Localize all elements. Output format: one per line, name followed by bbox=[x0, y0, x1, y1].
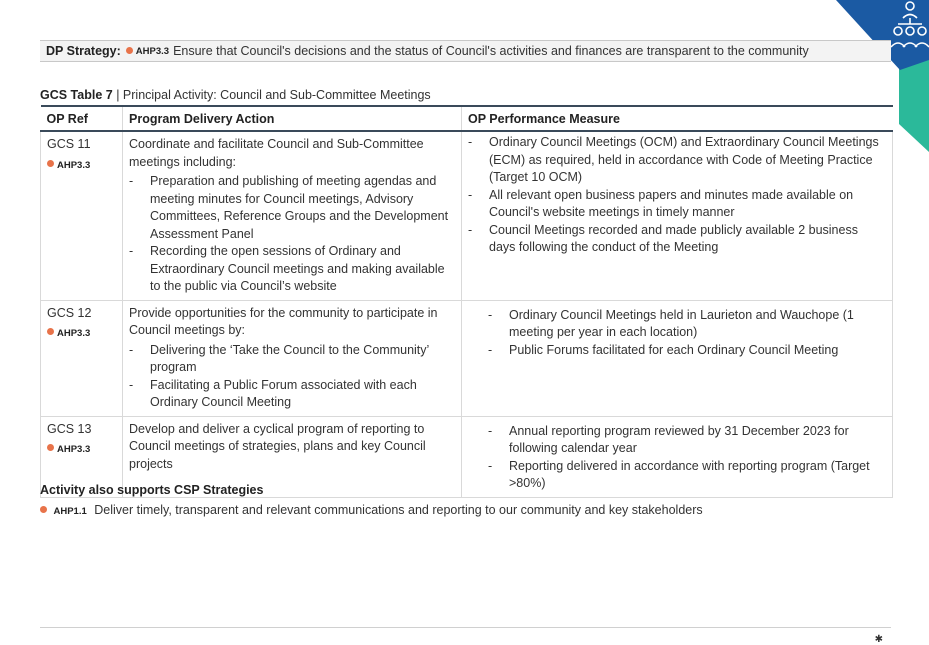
measure-list bbox=[468, 423, 886, 493]
supports-text: Deliver timely, transparent and relevant communications and reporting to our community and key stakeholders bbox=[94, 503, 703, 517]
ref-code-text: AHP3.3 bbox=[57, 444, 91, 455]
action-item: - Preparation and publishing of meeting agendas and meeting minutes for Council meetings, Advisory Committees, Reference Groups and the Development Assessment Panel bbox=[129, 173, 455, 243]
footer-logo-icon: ✱ bbox=[874, 634, 883, 645]
bullet-dot-icon bbox=[40, 506, 47, 513]
header-program-delivery-action: Program Delivery Action bbox=[123, 106, 462, 131]
table-row bbox=[41, 300, 893, 416]
dp-strategy-code: AHP3.3 bbox=[135, 45, 170, 57]
measure-list bbox=[468, 307, 886, 360]
measure-cell bbox=[462, 416, 893, 497]
bullet-dot-icon bbox=[47, 328, 54, 335]
action-item: - Facilitating a Public Forum associated with each Ordinary Council Meeting bbox=[129, 377, 455, 412]
measure-item: - Council Meetings recorded and made publicly available 2 business days following the conduct of the Meeting bbox=[468, 222, 886, 257]
bullet-dot-icon bbox=[47, 160, 54, 167]
table-caption-title: GCS Table 7 bbox=[40, 88, 113, 102]
teal-band bbox=[899, 40, 929, 152]
measure-item: - Public Forums facilitated for each Ordinary Council Meeting bbox=[488, 342, 886, 360]
bullet-dot-icon bbox=[47, 444, 54, 451]
action-intro: Provide opportunities for the community to participate in Council meetings by: bbox=[129, 305, 438, 337]
dp-strategy-bar bbox=[40, 40, 891, 62]
header-op-performance-measure: OP Performance Measure bbox=[462, 106, 893, 131]
action-intro: Develop and deliver a cyclical program of reporting to Council meetings of strategies, plans and key Council projects bbox=[129, 421, 426, 471]
measure-item: - All relevant open business papers and minutes made available on Council's website meetings in timely manner bbox=[468, 187, 886, 222]
action-cell bbox=[123, 300, 462, 416]
action-item: - Recording the open sessions of Ordinary and Extraordinary Council meetings and making available to the public via Council’s website bbox=[129, 243, 455, 296]
supports-code: AHP1.1 bbox=[53, 506, 87, 517]
meetings-table bbox=[40, 105, 893, 498]
footer-rule bbox=[40, 627, 891, 628]
measure-item: - Annual reporting program reviewed by 31 December 2023 for following calendar year bbox=[488, 423, 886, 458]
op-ref: GCS 12 bbox=[47, 305, 92, 320]
measure-list bbox=[468, 134, 886, 257]
action-list bbox=[129, 342, 455, 412]
action-intro: Coordinate and facilitate Council and Sub-Committee meetings including: bbox=[129, 137, 424, 169]
ref-code bbox=[47, 324, 116, 343]
table-header-row bbox=[41, 106, 893, 131]
action-list bbox=[129, 173, 455, 296]
table-caption bbox=[40, 88, 431, 102]
supports-title: Activity also supports CSP Strategies bbox=[40, 483, 264, 497]
header-op-ref: OP Ref bbox=[41, 106, 123, 131]
op-ref: GCS 13 bbox=[47, 421, 92, 436]
ref-code-text: AHP3.3 bbox=[57, 159, 91, 171]
people-network-icon bbox=[891, 2, 929, 47]
measure-cell bbox=[462, 300, 893, 416]
op-ref: GCS 11 bbox=[47, 137, 91, 151]
bullet-dot-icon bbox=[126, 47, 133, 54]
action-cell bbox=[123, 131, 462, 300]
dp-strategy-text: Ensure that Council's decisions and the status of Council's activities and finances are transparent to the community bbox=[173, 44, 809, 58]
measure-item: - Ordinary Council Meetings (OCM) and Extraordinary Council Meetings (ECM) as required, held in accordance with Code of Meeting Practice (Target 10 OCM) bbox=[468, 134, 886, 187]
ref-code bbox=[47, 156, 116, 175]
op-ref-cell bbox=[41, 131, 123, 300]
op-ref-cell bbox=[41, 300, 123, 416]
ref-code bbox=[47, 440, 116, 459]
dp-strategy-label: DP Strategy: bbox=[46, 44, 121, 58]
measure-item: - Reporting delivered in accordance with reporting program (Target >80%) bbox=[488, 458, 886, 493]
action-item: - Delivering the ‘Take the Council to the Community’ program bbox=[129, 342, 455, 377]
measure-item: - Ordinary Council Meetings held in Laurieton and Wauchope (1 meeting per year in each location) bbox=[488, 307, 886, 342]
measure-cell bbox=[462, 131, 893, 300]
ref-code-text: AHP3.3 bbox=[57, 328, 91, 339]
table-caption-subtitle: | Principal Activity: Council and Sub-Committee Meetings bbox=[112, 88, 431, 102]
supports-strategy bbox=[40, 503, 703, 517]
table-row bbox=[41, 131, 893, 300]
